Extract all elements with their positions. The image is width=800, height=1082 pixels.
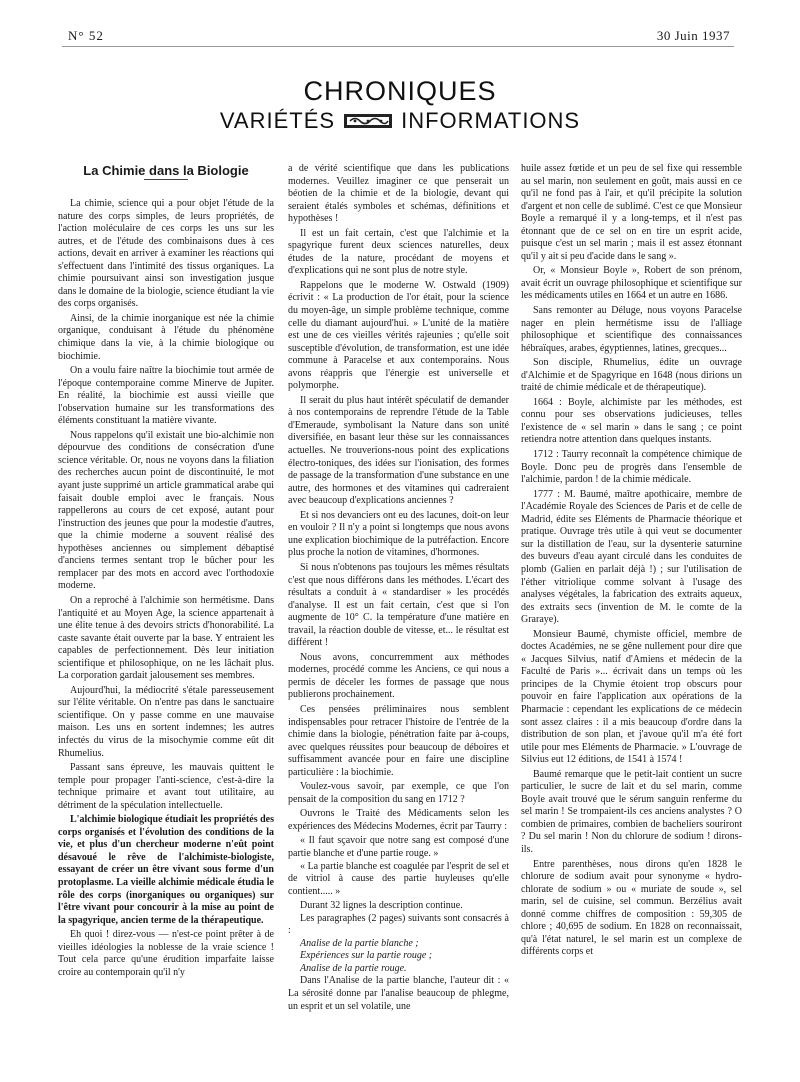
article-column-3 <box>521 163 742 959</box>
paragraph: Voulez-vous savoir, par exemple, ce que l'on pensait de la composition du sang en 1712 ? <box>288 781 509 805</box>
paragraph: 1777 : M. Baumé, maître apothicaire, membre de l'Académie Royale des Sciences de Paris et de celle de Madrid, édite ses Eléments de Pharmacie théorique et pratique. Ouvrage très utile à qui veut se documenter sur la distillation de l'eau, sur la dysenterie saturnine des buveurs d'eau ayant circulé dans les conduites de plomb (Galien en parlait déjà !) ; sur l'utilisation de l'éther vitriolique comme solvant à l'usage des analyses végétales, la fabrication des extraits aqueux, des extraits secs (invention de M. le comte de la Graraye). <box>521 488 742 626</box>
masthead-informations: INFORMATIONS <box>401 108 581 133</box>
paragraph: Baumé remarque que le petit-lait contient un sucre particulier, le sucre de lait et du sel marin, comme Boyle avait trouvé que le sérum sanguin renferme du sel marin ! Se trompaient-ils ces anciens analystes ? O combien de primaires, combien de bacheliers souriront ? Du sel marin ! Non du chlorure de sodium ! dirons-ils. <box>521 768 742 855</box>
article-title: La Chimie dans la Biologie <box>83 163 249 178</box>
article-column-2 <box>288 163 509 1013</box>
paragraph: Rappelons que le moderne W. Ostwald (1909) écrivit : « La production de l'or était, pour la science du moyen-âge, un simple problème technique, comme celle du diamant aujourd'hui. » L'unité de la matière est une de ces vieilles vérités rajeunies ; qu'elle soit susceptible d'évolution, de transformation, est une idée commune à Paracelse et aux contemporains. Nous avons réappris que l'énergie est universelle et polymorphe. <box>288 279 509 392</box>
paragraph: huile assez fœtide et un peu de sel fixe qui ressemble au sel marin, non seulement en goût, mais aussi en ce qu'il ne fond pas à l'air, et qu'il précipite la solution d'argent et non celle de sublimé. C'est ce que Monsieur Boyle a remarqué il y a long-temps, et il n'est pas étonnant que de ce sel on en tire un esprit acide, puisque c'est un sel marin ; mais il est assez étonnant qu'il y ait si peu d'acide dans le sang ». <box>521 163 742 262</box>
masthead-varietes: VARIÉTÉS <box>219 108 336 133</box>
paragraph: La chimie, science qui a pour objet l'étude de la nature des corps simples, de leurs propriétés, de l'action moléculaire de ces corps les uns sur les autres, et de l'étude des combinaisons dues à ces actions, devait en arriver à examiner les réactions qui s'effectuent dans l'intimité des tissus organiques. La chimie poursuivant ainsi son investigation jusque dans le domaine de la biologie, science étudiant la vie des corps organisés. <box>58 198 274 310</box>
paragraph: Ainsi, de la chimie inorganique est née la chimie organique, conduisant à l'étude du phénomène chimique dans la vie, à la chimie biologique ou biochimie. <box>58 312 274 362</box>
paragraph: Monsieur Baumé, chymiste officiel, membre de doctes Académies, ne se gêne nullement pour dire que « Jacques Silvius, natif d'Amiens et médecin de la Faculté de Paris »... écrivait dans un temps où les principes de la Chymie étoient trop obscurs pour pouvoir en faire l'application aux opérations de la Pharmacie : cependant les explications de ce médecin sont assez claires : il a mis beaucoup d'ordre dans la distribution de son plan, et j'avoue qu'il m'a été fort utile pour mes Eléments de Pharmacie. » L'ouvrage de Silvius eut 12 éditions, de 1541 à 1574 ! <box>521 628 742 766</box>
list-item: Expériences sur la partie rouge ; <box>300 950 433 962</box>
paragraph: 1712 : Taurry reconnaît la compétence chimique de Boyle. Donc peu de progrès dans l'ensemble de l'alchimie, pardon ! de la chimie médicale. <box>521 449 742 486</box>
paragraph: 1664 : Boyle, alchimiste par les méthodes, est connu pour ses observations judicieuses, telles l'existence de « sel marin » dans le sang ; ce point retiendra notre attention dans quelques instants. <box>521 396 742 446</box>
paragraph: Et si nos devanciers ont eu des lacunes, doit-on leur en vouloir ? Il n'y a point si longtemps que nous avons une explication biochimique de la putréfaction. Encore plus proche la notion de vitamines, d'hormones. <box>288 509 509 559</box>
paragraph: Entre parenthèses, nous dirons qu'en 1828 le chlorure de sodium avait pour synonyme « hydro-chlorate de sodium » ou « muriate de soude », sel marin, sel de cuisine, sel commun. Berzélius avait donné comme chiffres de composition : 59,305 de chlore ; 40,695 de sodium. En 1828 on reconnaissait, qu'à l'état naturel, le sel marin est un complexe de différents corps et <box>521 858 742 958</box>
section-masthead <box>0 78 800 133</box>
quote: « Il faut sçavoir que notre sang est composé d'une partie blanche et d'une partie rouge. » <box>288 835 509 859</box>
paragraph: Aujourd'hui, la médiocrité s'étale paresseusement sur l'élite véritable. On n'entre pas dans le sanctuaire scientifique. On y passe comme en une mauvaise maison. Les uns en sortent indemnes; les autres infectés du virus de la misochymie comme eût dit Rhumelius. <box>58 684 274 759</box>
issue-date: 30 Juin 1937 <box>656 28 730 43</box>
paragraph: Son disciple, Rhumelius, édite un ouvrage d'Alchimie et de Spagyrique en 1648 (nous dirions un traité de chimie médicale et de thérapeutique). <box>521 357 742 394</box>
paragraph: On a reproché à l'alchimie son hermétisme. Dans l'antiquité et au Moyen Age, la science appartenait à une élite tenue à des devoirs stricts d'honorabilité. La caste savante était ouverte par la base. Y entraient les capables de perfectionnement. Dès leur initiation scientifique et philosophique, on ne les lâchait plus. La corporation gardait jalousement ses membres. <box>58 594 274 682</box>
quote: « La partie blanche est coagulée par l'esprit de sel et de vitriol à cause des partie huyleuses qu'elle contient..... » <box>288 860 509 897</box>
title-divider <box>144 179 188 180</box>
masthead-chroniques: CHRONIQUES <box>303 76 497 106</box>
article-column-1 <box>58 163 274 979</box>
paragraph: On a voulu faire naître la biochimie tout armée de l'époque contemporaine comme Minerve de Jupiter. En réalité, la biochimie est aussi vieille que l'observation humaine sur les transformations des éléments constituant la matière vivante. <box>58 365 274 427</box>
paragraph: Nous avons, concurremment aux méthodes modernes, procédé comme les Anciens, ce qui nous a permis de déceler les formes de passage que nous publierons prochainement. <box>288 651 509 701</box>
paragraph: Il est un fait certain, c'est que l'alchimie et la spagyrique furent deux sciences naturelles, deux études de la nature, procédant de moyens et d'explications qui ne sont plus de notre style. <box>288 227 509 277</box>
list-item: Analise de la partie rouge. <box>300 962 407 974</box>
masthead-subtitle <box>0 109 800 133</box>
paragraph: Ouvrons le Traité des Médicaments selon les expériences des Médecins Modernes, écrit par Taurry : <box>288 808 509 832</box>
header-divider <box>62 46 734 47</box>
ornament-icon <box>343 112 393 130</box>
list-item: Analise de la partie blanche ; <box>300 937 419 949</box>
paragraph: Nous rappelons qu'il existait une bio-alchimie non dépourvue des conditions de consécration d'une science véritable. Or, nous ne voyons dans la filiation des recherches aucun point de discontinuité, le mot ayant juste supprimé un article grammatical arabe qui faisait double emploi avec le français. Nous rappellerons au cours de cet exposé, autant pour l'instruction des jeunes que pour la modestie d'autres, que la chimie moderne a souvent réalisé des hypothèses anciennes ou simplement débaptisé d'anciens termes sentant trop le bûcher pour les remplacer par des mots en accord avec l'orthodoxie moderne. <box>58 429 274 592</box>
paragraph: Dans l'Analise de la partie blanche, l'auteur dit : « La sérosité donne par l'analise beaucoup de phlegme, un esprit et un sel volatile, une <box>288 975 509 1012</box>
paragraph: Or, « Monsieur Boyle », Robert de son prénom, avait écrit un ouvrage philosophique et scientifique sur les médicaments utiles en 1664 et un autre en 1686. <box>521 265 742 302</box>
paragraph: Ces pensées préliminaires nous semblent indispensables pour retracer l'histoire de l'entrée de la chimie dans la biologie, pénétration faite par à-coups, avec quelques réussites pour beaucoup de déboires et suffisamment avancée pour en faire une discipline particulière : la biochimie. <box>288 703 509 778</box>
paragraph: Eh quoi ! direz-vous — n'est-ce point prêter à de vieilles idéologies la noblesse de la vraie science ! Tout cela parce qu'une érudition imparfaite laisse croire au contemporain qu'il n'y <box>58 929 274 978</box>
paragraph: Passant sans épreuve, les mauvais quittent le temple pour propager l'anti-science, c'est-à-dire la technique primaire et avant tout utilitaire, au détriment de la spéculation intellectuelle. <box>58 762 274 811</box>
paragraph: Durant 32 lignes la description continue. <box>300 900 463 912</box>
paragraph: Si nous n'obtenons pas toujours les mêmes résultats c'est que nous différons dans les méthodes. L'écart des résultats a conduit à « standardiser » les procédés d'analyse. Il est un fait certain, c'est que si l'on augmente de 10° C. la température d'une matière en travail, la réaction double de vitesse, et... le résultat est différent ! <box>288 561 509 649</box>
paragraph: Sans remonter au Déluge, nous voyons Paracelse nager en plein hermétisme issu de l'alliage philosophique et scientifique des connaissances hébraïques, arabes, égyptiennes, latines, grecques... <box>521 305 742 354</box>
issue-number: N° 52 <box>68 28 104 43</box>
paragraph: L'alchimie biologique étudiait les propriétés des corps organisés et l'évolution des conditions de la vie, et plus d'un chercheur moderne n'eût point désavoué le rêve de l'alchimiste-biologiste, essayant de créer un être vivant sous forme d'un protoplasme. La vieille alchimie médicale étudia le rôle des corps (inorganiques ou organiques) sur l'être vivant pour concourir à la mise au point de la spagyrique, ancien terme de la thérapeutique. <box>58 814 274 926</box>
paragraph: Il serait du plus haut intérêt spéculatif de demander à nos contemporains de reprendre l'étude de la Table d'Emeraude, symbolisant la Nature dans son unité diversifiée, en basant leur thèse sur les connaissances actuelles. Ne trouverions-nous point des explications électro-toniques, des idées sur l'ionisation, des formes de passage de la transformation d'une substance en une autre, des hormones et des vitamines qui cadreraient avec beaucoup d'explications anciennes ? <box>288 394 509 507</box>
paragraph: Les paragraphes (2 pages) suivants sont consacrés à : <box>288 912 509 937</box>
paragraph: a de vérité scientifique que dans les publications modernes. Veuillez imaginer ce que penserait un béotien de la chimie et de la biologie, devant qui seraient étalés symboles et schémas, définitions et hypothèses ! <box>288 163 509 225</box>
